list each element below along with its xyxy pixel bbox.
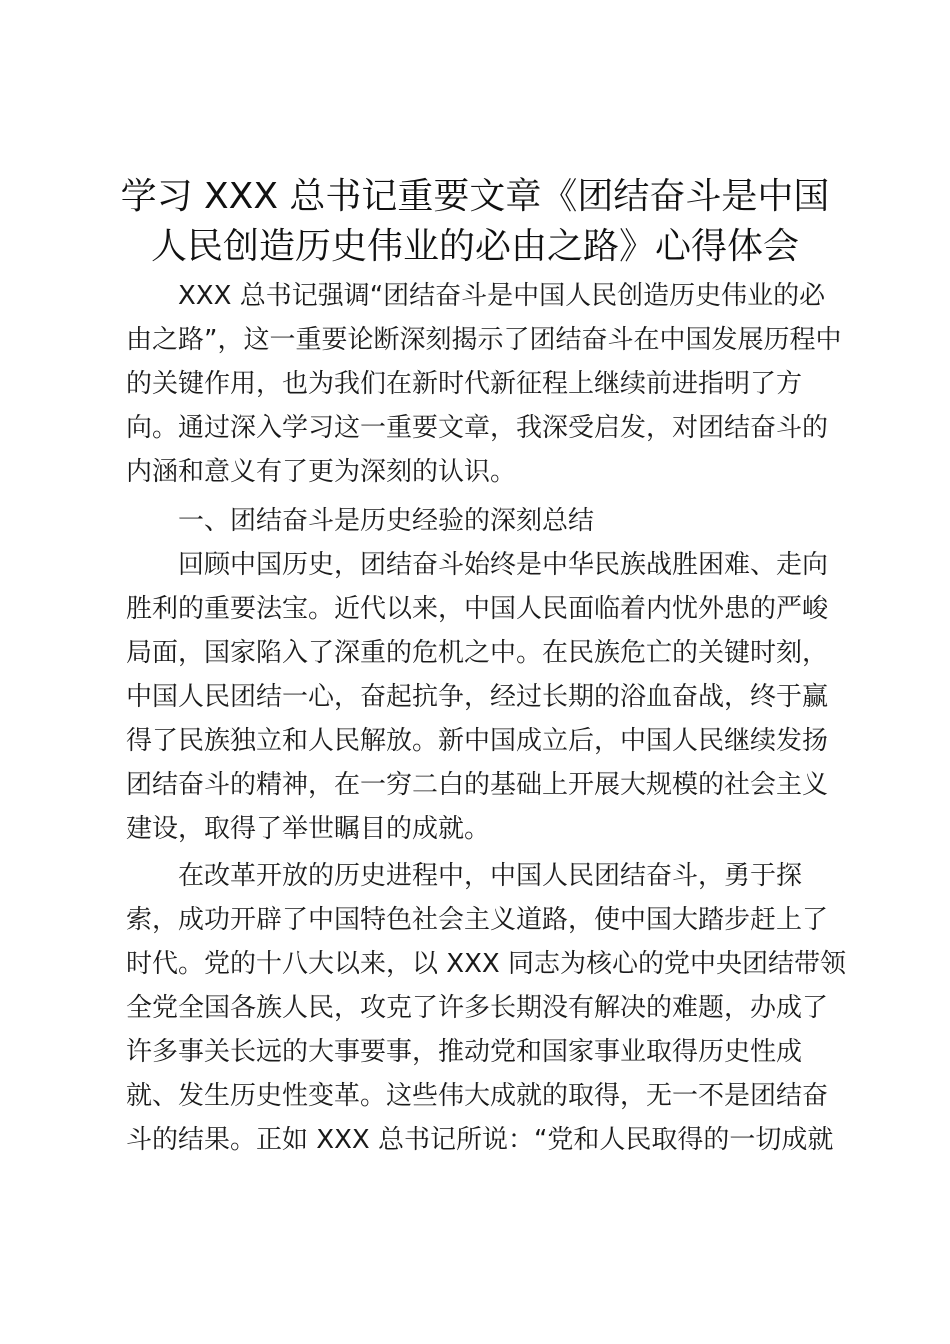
body-line: XXX 总书记强调“团结奋斗是中国人民创造历史伟业的必 <box>178 281 826 311</box>
body-line: 在改革开放的历史进程中，中国人民团结奋斗，勇于探 <box>178 861 803 891</box>
body-line: 中国人民团结一心，奋起抗争，经过长期的浴血奋战，终于赢 <box>126 682 829 712</box>
document-title <box>110 172 840 272</box>
body-line: 就、发生历史性变革。这些伟大成就的取得，无一不是团结奋 <box>126 1081 829 1111</box>
title-line-2: 人民创造历史伟业的必由之路》心得体会 <box>150 226 799 267</box>
body-line: 由之路”，这一重要论断深刻揭示了团结奋斗在中国发展历程中 <box>126 325 842 355</box>
body-line: 团结奋斗的精神，在一穷二白的基础上开展大规模的社会主义 <box>126 770 829 800</box>
body-line: 全党全国各族人民，攻克了许多长期没有解决的难题，办成了 <box>126 993 829 1023</box>
body-line: 索，成功开辟了中国特色社会主义道路，使中国大踏步赶上了 <box>126 905 829 935</box>
title-line-1: 学习 XXX 总书记重要文章《团结奋斗是中国 <box>120 176 830 217</box>
body-line: 内涵和意义有了更为深刻的认识。 <box>126 457 517 487</box>
body-line: 局面，国家陷入了深重的危机之中。在民族危亡的关键时刻， <box>126 638 829 668</box>
body-line: 的关键作用，也为我们在新时代新征程上继续前进指明了方 <box>126 369 803 399</box>
body-line: 向。通过深入学习这一重要文章，我深受启发，对团结奋斗的 <box>126 413 829 443</box>
body-line: 建设，取得了举世瞩目的成就。 <box>126 814 491 844</box>
body-line: 得了民族独立和人民解放。新中国成立后，中国人民继续发扬 <box>126 726 829 756</box>
body-line: 回顾中国历史，团结奋斗始终是中华民族战胜困难、走向 <box>178 550 829 580</box>
body-line: 许多事关长远的大事要事，推动党和国家事业取得历史性成 <box>126 1037 803 1067</box>
body-line: 胜利的重要法宝。近代以来，中国人民面临着内忧外患的严峻 <box>126 594 829 624</box>
body-line: 时代。党的十八大以来，以 XXX 同志为核心的党中央团结带领 <box>126 949 846 979</box>
section-heading: 一、团结奋斗是历史经验的深刻总结 <box>178 506 595 536</box>
body-line: 斗的结果。正如 XXX 总书记所说：“党和人民取得的一切成就 <box>126 1125 834 1155</box>
